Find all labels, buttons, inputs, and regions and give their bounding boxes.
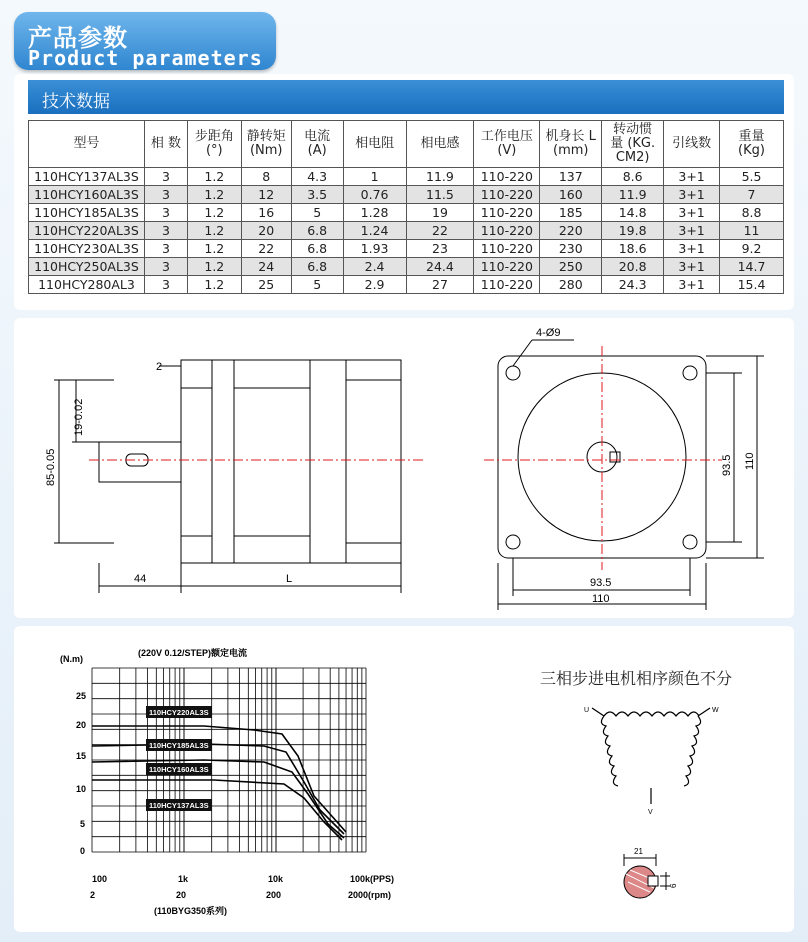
- table-cell: 1.24: [343, 222, 406, 240]
- table-cell: 110HCY220AL3S: [29, 222, 145, 240]
- table-cell: 137: [540, 168, 602, 186]
- graph-title: (220V 0.12/STEP)额定电流: [138, 648, 248, 658]
- table-cell: 1.2: [187, 168, 241, 186]
- section-header: [14, 12, 276, 70]
- table-cell: 6.8: [291, 258, 343, 276]
- motor-side-body: [181, 360, 401, 563]
- table-cell: 110HCY250AL3S: [29, 258, 145, 276]
- curve-labels: [146, 706, 212, 811]
- table-row: [29, 186, 784, 204]
- table-row: [29, 258, 784, 276]
- y-tick: 10: [76, 784, 87, 794]
- dim-110-h: 110: [592, 593, 610, 605]
- table-cell: 1.93: [343, 240, 406, 258]
- table-cell: 1: [343, 168, 406, 186]
- table-cell: 11.9: [406, 168, 474, 186]
- table-cell: 20: [241, 222, 291, 240]
- table-cell: 18.6: [602, 240, 664, 258]
- table-cell: 3: [144, 276, 187, 294]
- table-cell: 7: [720, 186, 784, 204]
- table-cell: 3: [144, 168, 187, 186]
- table-cell: 2.4: [343, 258, 406, 276]
- x-tick-top: 1k: [178, 874, 189, 884]
- table-cell: 0.76: [343, 186, 406, 204]
- dim-2: 2: [156, 361, 163, 373]
- col-header: 电流 (A): [291, 121, 343, 168]
- table-cell: 1.2: [187, 258, 241, 276]
- curve-label: 110HCY220AL3S: [149, 708, 209, 717]
- table-cell: 19: [406, 204, 474, 222]
- col-header: 步距角 (°): [187, 121, 241, 168]
- table-cell: 220: [540, 222, 602, 240]
- table-cell: 8.8: [720, 204, 784, 222]
- table-cell: 160: [540, 186, 602, 204]
- table-cell: 11: [720, 222, 784, 240]
- header-title-cn: 产品参数: [28, 24, 128, 52]
- table-cell: 24.3: [602, 276, 664, 294]
- y-tick: 5: [80, 819, 86, 829]
- table-cell: 110HCY230AL3S: [29, 240, 145, 258]
- col-header: 转动惯 量 (KG. CM2): [602, 121, 664, 168]
- table-cell: 3: [144, 222, 187, 240]
- table-cell: 27: [406, 276, 474, 294]
- table-cell: 2.9: [343, 276, 406, 294]
- table-cell: 110-220: [474, 186, 540, 204]
- wire-U: U: [584, 707, 590, 714]
- table-header-row: [29, 121, 784, 168]
- col-header: 静转矩 (Nm): [241, 121, 291, 168]
- curve-185: [92, 744, 344, 834]
- table-cell: 16: [241, 204, 291, 222]
- table-cell: 110-220: [474, 240, 540, 258]
- table-cell: 3: [144, 258, 187, 276]
- wiring-diagram: [592, 708, 710, 804]
- table-cell: 110-220: [474, 276, 540, 294]
- table-cell: 1.2: [187, 186, 241, 204]
- shaft-dim-6: 6: [669, 883, 678, 888]
- table-row: [29, 222, 784, 240]
- graph-grid: [92, 668, 366, 852]
- table-cell: 22: [406, 222, 474, 240]
- x-tick-bottom: 2000(rpm): [348, 890, 392, 900]
- table-cell: 24.4: [406, 258, 474, 276]
- y-tick: 0: [80, 846, 86, 856]
- table-cell: 3: [144, 204, 187, 222]
- table-cell: 1.2: [187, 240, 241, 258]
- table-row: [29, 204, 784, 222]
- col-header: 相 数: [144, 121, 187, 168]
- dim-93-5-v: 93.5: [721, 454, 733, 476]
- shaft-section: [624, 854, 670, 898]
- table-cell: 110HCY185AL3S: [29, 204, 145, 222]
- table-cell: 110-220: [474, 168, 540, 186]
- table-cell: 3+1: [664, 258, 720, 276]
- table-cell: 6.8: [291, 240, 343, 258]
- table-cell: 5.5: [720, 168, 784, 186]
- table-cell: 3.5: [291, 186, 343, 204]
- x-tick-top: 10k: [268, 874, 284, 884]
- mount-hole: [683, 366, 697, 380]
- dim-85: 85-0.05: [45, 448, 57, 486]
- table-cell: 23: [406, 240, 474, 258]
- dim-holes: 4-Ø9: [536, 327, 561, 339]
- table-row: [29, 240, 784, 258]
- spec-table: [28, 120, 784, 294]
- dim-19: 19-0.02: [73, 398, 85, 436]
- x-tick-top: 100: [92, 874, 108, 884]
- table-cell: 3+1: [664, 222, 720, 240]
- torque-frequency-graph: [14, 626, 794, 932]
- table-cell: 3: [144, 240, 187, 258]
- table-cell: 1.2: [187, 276, 241, 294]
- dim-110-v: 110: [744, 452, 756, 470]
- dim-93-5-h: 93.5: [590, 577, 612, 589]
- table-cell: 230: [540, 240, 602, 258]
- y-tick: 25: [76, 691, 87, 701]
- table-cell: 11.5: [406, 186, 474, 204]
- table-cell: 110-220: [474, 222, 540, 240]
- table-cell: 3: [144, 186, 187, 204]
- y-tick: 15: [76, 751, 87, 761]
- table-cell: 110HCY280AL3: [29, 276, 145, 294]
- table-cell: 1.2: [187, 204, 241, 222]
- table-cell: 22: [241, 240, 291, 258]
- shaft-dim-21: 21: [634, 847, 643, 856]
- col-header: 相电阻: [343, 121, 406, 168]
- mount-hole: [506, 366, 520, 380]
- table-cell: 110HCY160AL3S: [29, 186, 145, 204]
- wire-W: W: [712, 707, 719, 714]
- table-cell: 14.7: [720, 258, 784, 276]
- table-cell: 8: [241, 168, 291, 186]
- table-cell: 3+1: [664, 168, 720, 186]
- table-cell: 250: [540, 258, 602, 276]
- dimension-drawing: [14, 318, 794, 618]
- table-row: [29, 168, 784, 186]
- table-cell: 20.8: [602, 258, 664, 276]
- table-cell: 11.9: [602, 186, 664, 204]
- y-tick: 20: [76, 720, 87, 730]
- table-cell: 1.2: [187, 222, 241, 240]
- table-title: 技术数据: [42, 92, 110, 112]
- table-cell: 25: [241, 276, 291, 294]
- curve-label: 110HCY160AL3S: [149, 765, 209, 774]
- table-title-bar: [28, 80, 784, 114]
- dim-44: 44: [134, 573, 147, 585]
- x-tick-top: 100k(PPS): [350, 874, 395, 884]
- col-header: 重量 (Kg): [720, 121, 784, 168]
- curve-220: [92, 726, 346, 832]
- table-cell: 280: [540, 276, 602, 294]
- curve-160: [92, 760, 344, 838]
- graph-y-unit: (N.m): [60, 654, 83, 664]
- table-cell: 6.8: [291, 222, 343, 240]
- graph-curves: [92, 726, 346, 840]
- table-cell: 12: [241, 186, 291, 204]
- x-tick-bottom: 20: [176, 890, 187, 900]
- table-cell: 185: [540, 204, 602, 222]
- col-header: 型号: [29, 121, 145, 168]
- table-cell: 1.28: [343, 204, 406, 222]
- table-cell: 8.6: [602, 168, 664, 186]
- col-header: 相电感: [406, 121, 474, 168]
- table-cell: 15.4: [720, 276, 784, 294]
- table-cell: 24: [241, 258, 291, 276]
- table-cell: 110HCY137AL3S: [29, 168, 145, 186]
- mount-hole: [683, 535, 697, 549]
- table-cell: 9.2: [720, 240, 784, 258]
- col-header: 引线数: [664, 121, 720, 168]
- dim-L: L: [286, 573, 293, 585]
- table-cell: 5: [291, 276, 343, 294]
- table-cell: 3+1: [664, 276, 720, 294]
- table-cell: 110-220: [474, 204, 540, 222]
- table-row: [29, 276, 784, 294]
- table-cell: 14.8: [602, 204, 664, 222]
- curve-label: 110HCY185AL3S: [149, 741, 209, 750]
- header-title-en: Product parameters: [28, 46, 263, 70]
- mount-hole: [506, 535, 520, 549]
- col-header: 工作电压 (V): [474, 121, 540, 168]
- table-cell: 5: [291, 204, 343, 222]
- x-tick-bottom: 2: [90, 890, 96, 900]
- wiring-note: 三相步进电机相序颜色不分: [540, 669, 733, 688]
- curve-label: 110HCY137AL3S: [149, 801, 209, 810]
- table-cell: 19.8: [602, 222, 664, 240]
- graph-series-note: (110BYG350系列): [154, 906, 228, 916]
- x-tick-bottom: 200: [266, 890, 282, 900]
- table-cell: 3+1: [664, 240, 720, 258]
- table-cell: 4.3: [291, 168, 343, 186]
- table-cell: 3+1: [664, 186, 720, 204]
- col-header: 机身长 L (mm): [540, 121, 602, 168]
- table-cell: 110-220: [474, 258, 540, 276]
- wire-V: V: [648, 809, 653, 816]
- table-cell: 3+1: [664, 204, 720, 222]
- motor-shaft: [99, 442, 181, 482]
